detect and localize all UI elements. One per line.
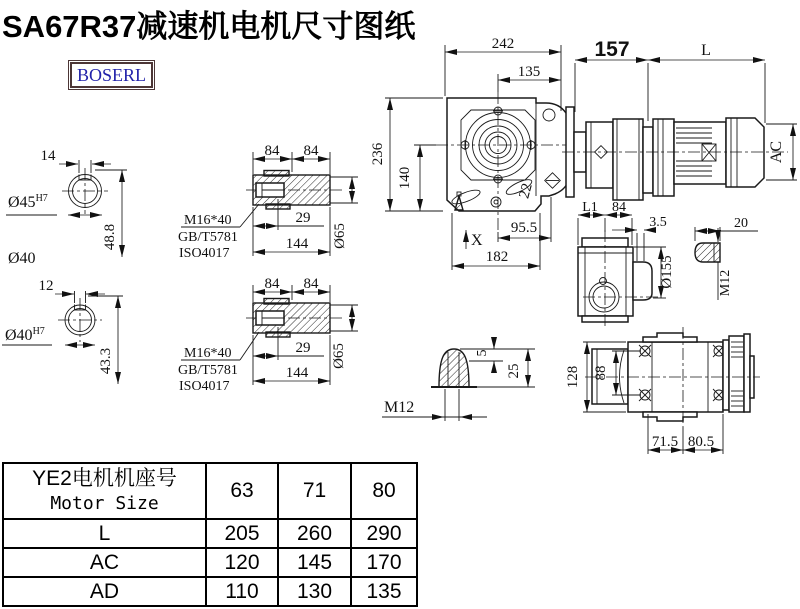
dim-29b: 29 — [295, 340, 311, 356]
header-cn: YE2电机机座号 — [32, 467, 177, 490]
table-cell: 130 — [278, 577, 351, 606]
dim-25: 25 — [506, 363, 522, 379]
dim-135: 135 — [517, 64, 541, 80]
dim-AC: AC — [768, 140, 785, 164]
dim-22: 22 — [516, 181, 536, 201]
dim-84b2: 84 — [303, 276, 319, 292]
dim-140: 140 — [397, 166, 413, 190]
page-title: SA67R37减速机电机尺寸图纸 — [2, 9, 416, 44]
dim-84a2: 84 — [264, 276, 280, 292]
dim-182: 182 — [485, 249, 509, 265]
dim-236: 236 — [370, 142, 386, 166]
dim-5: 5 — [475, 349, 490, 357]
table-row-AC — [3, 548, 417, 577]
dim-d65b: Ø65 — [331, 343, 347, 369]
dim-155: Ø155 — [659, 255, 675, 289]
note-bolt: M16*40 — [184, 213, 232, 228]
dim-84a: 84 — [264, 143, 280, 159]
brand-logo-text: BOSERL — [70, 62, 153, 88]
dim-od-40: Ø40 — [8, 250, 36, 267]
table-cell: 71 — [278, 463, 351, 519]
note-bolt-b: M16*40 — [184, 346, 232, 361]
table-cell: 120 — [206, 548, 278, 577]
dim-128: 128 — [565, 365, 581, 389]
table-cell: 260 — [278, 519, 351, 548]
note-std2: ISO4017 — [179, 246, 230, 261]
dim-84s: 84 — [612, 200, 626, 215]
dim-dia-45: $Ø45^{H7}$ — [8, 193, 48, 211]
dim-144b: 144 — [285, 365, 309, 381]
table-cell: 145 — [278, 548, 351, 577]
dim-height-433: 43.3 — [98, 347, 114, 375]
dim-242: 242 — [491, 36, 515, 52]
dim-88: 88 — [593, 365, 609, 381]
view-bottom — [565, 327, 760, 454]
dim-d65: Ø65 — [332, 223, 348, 249]
table-row-AD — [3, 577, 417, 606]
view-plug-detail — [382, 337, 535, 421]
table-header-motor-size — [3, 463, 206, 519]
dim-35: 3.5 — [649, 215, 667, 230]
header-en: Motor Size — [50, 493, 159, 514]
motor-size-table — [2, 462, 418, 607]
dim-dia-40: $Ø40^{H7}$ — [5, 326, 45, 344]
dim-height-488: 48.8 — [102, 223, 118, 251]
view-gearbox-side — [578, 200, 758, 327]
view-hollow-shaft-bottom — [178, 276, 358, 394]
dim-29: 29 — [295, 210, 311, 226]
table-cell: 205 — [206, 519, 278, 548]
view-shaft-section-45 — [6, 148, 127, 267]
table-cell: 110 — [206, 577, 278, 606]
label-x: X — [471, 232, 483, 249]
table-header-row — [3, 463, 417, 519]
table-row-L — [3, 519, 417, 548]
dim-955: 95.5 — [510, 220, 538, 236]
row-label: AD — [3, 577, 206, 606]
dim-144: 144 — [285, 236, 309, 252]
table-cell: 135 — [351, 577, 417, 606]
dim-m12-side: M12 — [718, 269, 733, 297]
row-label: L — [3, 519, 206, 548]
note-std2-b: ISO4017 — [179, 379, 230, 394]
dim-84b: 84 — [303, 143, 319, 159]
row-label: AC — [3, 548, 206, 577]
view-motor-side — [562, 107, 797, 200]
dim-keyw-14: 14 — [40, 148, 56, 164]
view-shaft-section-40 — [2, 278, 123, 384]
dim-157: 157 — [594, 38, 630, 61]
dim-715: 71.5 — [651, 434, 679, 450]
dim-20: 20 — [734, 216, 748, 231]
table-cell: 170 — [351, 548, 417, 577]
dim-L: L — [701, 42, 711, 59]
table-cell: 290 — [351, 519, 417, 548]
dim-805: 80.5 — [687, 434, 715, 450]
dim-keyw-12: 12 — [38, 278, 54, 294]
dim-m12-plug: M12 — [384, 399, 415, 416]
table-cell: 80 — [351, 463, 417, 519]
view-hollow-shaft-top — [178, 143, 358, 261]
dim-L1: L1 — [582, 200, 598, 215]
table-cell: 63 — [206, 463, 278, 519]
note-std1: GB/T5781 — [178, 230, 238, 245]
note-std1-b: GB/T5781 — [178, 363, 238, 378]
